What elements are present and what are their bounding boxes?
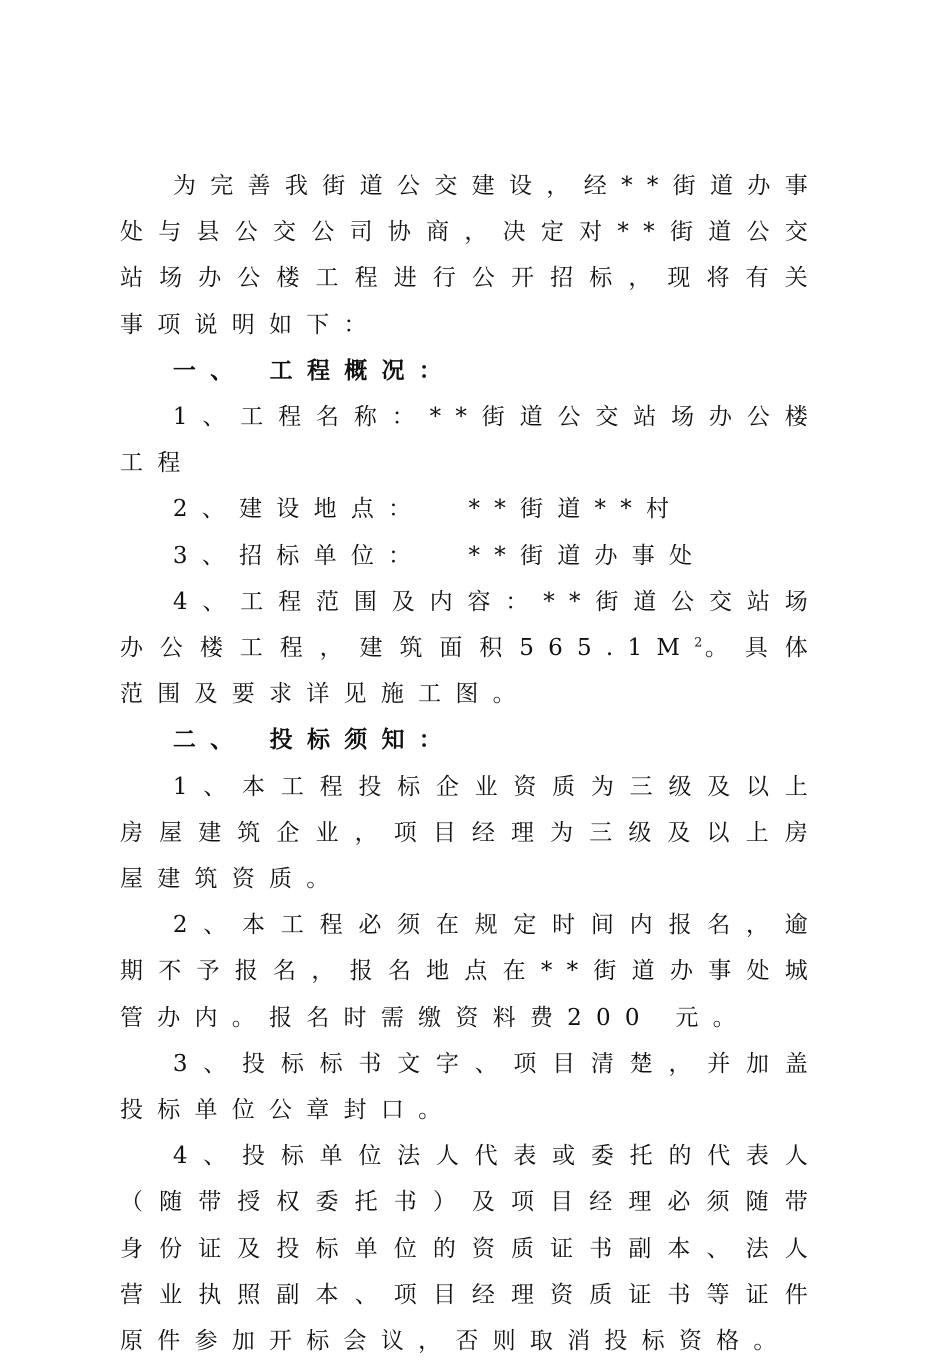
registration-item: 2、本工程必须在规定时间内报名，逾期不予报名，报名地点在**街道办事处城管办内。报名时需缴资料费200 元。 [120, 912, 822, 1031]
bidder-qualification-item: 1、本工程投标企业资质为三级及以上房屋建筑企业，项目经理为三级及以上房屋建筑资质。 [120, 773, 822, 893]
project-scope-text: 4、工程范围及内容：**街道公交站场办公楼工程，建筑面积565.1M [120, 588, 822, 662]
construction-site-item: 2、建设地点： **街道**村 [172, 496, 684, 523]
intro-paragraph: 为完善我街道公交建设，经**街道办事处与县公交公司协商，决定对**街道公交站场办公楼工程进行公开招标，现将有关事项说明如下： [120, 173, 822, 338]
project-name-item: 1、工程名称：**街道公交站场办公楼工程 [120, 404, 822, 477]
bid-document-item: 3、投标标书文字、项目清楚，并加盖投标单位公章封口。 [120, 1050, 822, 1124]
section-heading-project-overview: 一、 工程概况： [172, 356, 456, 384]
document-body [120, 163, 822, 1364]
tendering-unit-item: 3、招标单位： **街道办事处 [172, 542, 707, 569]
area-unit-superscript: 2 [694, 634, 703, 650]
bid-opening-requirements-item: 4、投标单位法人代表或委托的代表人（随带授权委托书）及项目经理必须随带身份证及投标单位的资质证书副本、法人营业执照副本、项目经理资质证书等证件原件参加开标会议，否则取消投标资格。 [120, 1143, 822, 1355]
section-heading-bidding-notice: 二、 投标须知： [172, 726, 456, 754]
project-scope-item [120, 579, 822, 718]
project-scope-text-end: 。具体范围及要求详见施工图。 [120, 635, 823, 708]
